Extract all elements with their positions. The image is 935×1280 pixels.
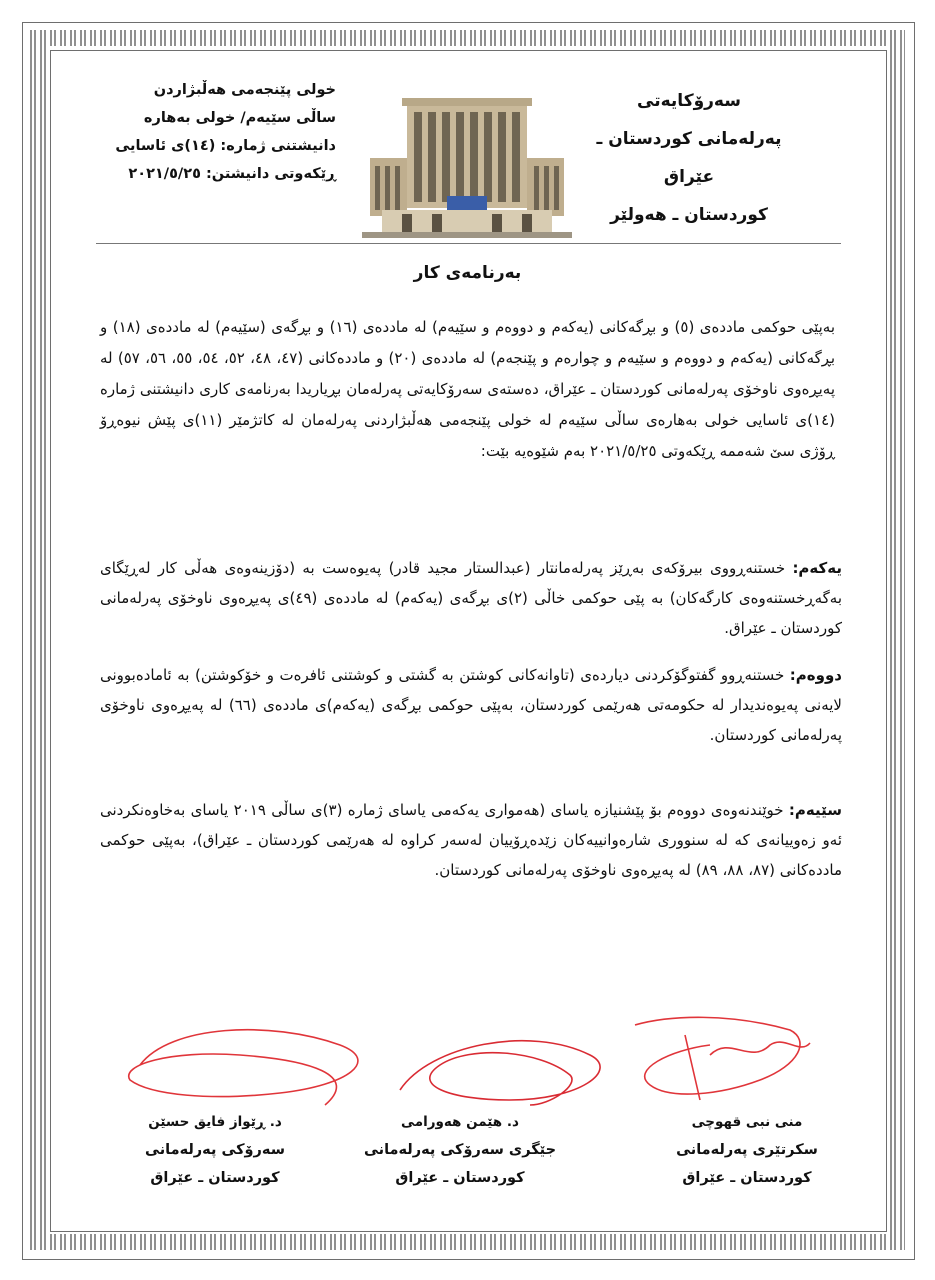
signatory-org: کوردستان ـ عێراق	[682, 1170, 812, 1186]
signatory-org: کوردستان ـ عێراق	[395, 1170, 525, 1186]
header-line: کوردستان ـ هەولێر	[610, 205, 768, 225]
agenda-item-text: خستنەڕوو گفتوگۆکردنی دیاردەی (تاوانەکانی کوشتن بە گشتی و کوشتنی ئافرەت و خۆکوشتن) بە ئامادەبوونی لایەنی پەیوەندیدار لە حکومەتی هەرێمی کوردستان، بەپێی حوکمی بڕگەی (یەکەم)ی ماددەی (٦٦) لە پەیڕەوی ناوخۆی پەرلەمانی کوردستان.	[100, 666, 842, 744]
agenda-item	[100, 660, 842, 750]
intro-paragraph: بەپێی حوکمی ماددەی (٥) و بڕگەکانی (یەکەم و دووەم و سێیەم) لە ماددەی (١٦) و بڕگەی (سێیەم) لە ماددەی (١٨) و بڕگەکانی (یەکەم و دووەم و سێیەم و چوارەم و پێنجەم) لە ماددەی (٢٠) و ماددەکانی (٤٧، ٤٨، ٥٢، ٥٤، ٥٥، ٥٦، ٥٧) لە پەیڕەوی ناوخۆی پەرلەمانی کوردستان ـ عێراق، دەستەی سەرۆکایەتی پەرلەمان بڕیاریدا بەرنامەی کاری دانیشتنی ژمارە (١٤)ی ئاسایی خولی بەهارەی ساڵی سێیەم لە خولی پێنجەمی هەڵبژاردنی پەرلەمان لە کاتژمێر (١١)ی پێش نیوەڕۆ ڕۆژی سێ شەممە ڕێکەوتی ٢٠٢١/٥/٢٥ بەم شێوەیە بێت:	[100, 318, 836, 460]
header-line: پەرلەمانی کوردستان ـ عێراق	[596, 129, 782, 187]
signatory-name: د. هێمن هەورامی	[401, 1114, 519, 1130]
signature-block	[345, 1108, 575, 1192]
signatory-title: سکرتێری پەرلەمانی	[676, 1142, 818, 1158]
header-divider	[96, 243, 841, 244]
signature-scribble	[400, 1041, 600, 1105]
institution-header	[569, 82, 809, 234]
session-term: خولی پێنجەمی هەڵبژاردن	[153, 82, 336, 98]
agenda-item-label: دووەم:	[789, 666, 842, 684]
signatory-title: جێگری سەرۆکی پەرلەمانی	[363, 1142, 557, 1158]
session-year: ساڵی سێیەم/ خولی بەهارە	[143, 110, 336, 126]
parliament-building-image	[362, 88, 572, 248]
signatory-name: د. ڕێواز فایق حسێن	[148, 1114, 282, 1130]
agenda-item-label: یەکەم:	[792, 559, 842, 577]
document-title: بەرنامەی کار	[413, 263, 522, 283]
signature-scribble	[129, 1030, 358, 1105]
agenda-item-text: خوێندنەوەی دووەم بۆ پێشنیازە یاسای (هەمواری یەکەمی یاسای ژمارە (٣)ی ساڵی ٢٠١٩ یاسای بەخاوەنکردنی ئەو زەوییانەی کە لە سنووری شارەوانییەکان زێدەڕۆییان لەسەر کراوە لە هەرێمی کوردستان ـ عێراق)، بەپێی حوکمی ماددەکانی (٨٧، ٨٨، ٨٩) لە پەیڕەوی ناوخۆی پەرلەمانی کوردستان.	[100, 801, 842, 879]
agenda-item-text: خستنەڕووی بیرۆکەی بەڕێز پەرلەمانتار (عبدالستار مجید قادر) پەیوەست بە (دۆزینەوەی هەڵی کار لەڕێگای بەگەڕخستنەوەی کارگەکان) بە پێی حوکمی خاڵی (٢)ی بڕگەی (یەکەم) لە ماددەی (٤٩)ی پەیڕەوی ناوخۆی پەرلەمانی کوردستان ـ عێراق.	[100, 559, 842, 637]
signature-scribble	[635, 1017, 810, 1100]
session-date: ڕێکەوتی دانیشتن: ٢٠٢١/٥/٢٥	[128, 166, 336, 182]
signatory-name: منى نبى قهوچى	[691, 1114, 803, 1130]
agenda-item	[100, 795, 842, 885]
session-info	[96, 76, 336, 188]
signature-block	[632, 1108, 862, 1192]
signatory-title: سەرۆکی پەرلەمانی	[145, 1142, 285, 1158]
agenda-item-label: سێیەم:	[788, 801, 843, 819]
signature-block	[100, 1108, 330, 1192]
handwritten-signatures	[110, 1005, 840, 1115]
signatory-org: کوردستان ـ عێراق	[150, 1170, 280, 1186]
header-line: سەرۆکایەتی	[637, 91, 741, 111]
agenda-item	[100, 553, 842, 643]
session-number: دانیشتنی ژمارە: (١٤)ی ئاسایی	[115, 138, 336, 154]
